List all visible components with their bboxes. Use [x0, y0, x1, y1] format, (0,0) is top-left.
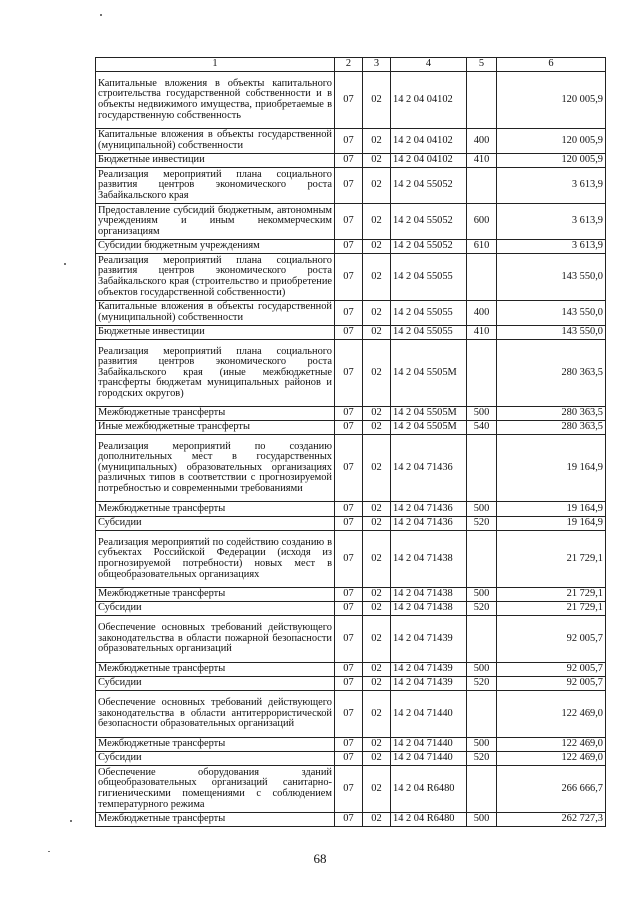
- row-name: Межбюджетные трансферты: [96, 738, 335, 752]
- row-expense-type: 400: [467, 129, 497, 154]
- table-row: [96, 766, 606, 813]
- row-name: Субсидии: [96, 517, 335, 531]
- scan-speck: [70, 820, 72, 822]
- row-section: 07: [335, 435, 363, 502]
- table-row: [96, 588, 606, 602]
- row-name: Реализация мероприятий по содействию созданию в субъектах Российской Федерации (исходя из прогнозируемой потребности) новых мест в общеобразовательных организациях: [96, 531, 335, 588]
- row-expense-type: 500: [467, 588, 497, 602]
- row-amount: 92 005,7: [497, 663, 606, 677]
- row-name: Обеспечение оборудования зданий общеобразовательных организаций санитарно-гигиеническими помещениями с соблюдением температурного режима: [96, 766, 335, 813]
- row-subsection: 02: [363, 691, 391, 738]
- row-name: Субсидии: [96, 677, 335, 691]
- row-target-code: 14 2 04 71439: [391, 616, 467, 663]
- row-name: Реализация мероприятий плана социального развития центров экономического роста Забайкальского края: [96, 168, 335, 204]
- row-amount: 122 469,0: [497, 691, 606, 738]
- row-name: Предоставление субсидий бюджетным, автономным учреждениям и иным некоммерческим организациям: [96, 204, 335, 240]
- row-amount: 280 363,5: [497, 421, 606, 435]
- row-amount: 143 550,0: [497, 326, 606, 340]
- row-section: 07: [335, 677, 363, 691]
- row-subsection: 02: [363, 663, 391, 677]
- row-name: Межбюджетные трансферты: [96, 663, 335, 677]
- scan-speck: [64, 263, 66, 265]
- page-number: 68: [313, 851, 327, 866]
- table-row: [96, 240, 606, 254]
- row-amount: 266 666,7: [497, 766, 606, 813]
- table-row: [96, 677, 606, 691]
- row-name: Реализация мероприятий плана социального развития центров экономического роста Забайкальского края (иные межбюджетные трансферты бюджетам муниципальных районов и городских округов): [96, 340, 335, 407]
- row-amount: 122 469,0: [497, 752, 606, 766]
- row-target-code: 14 2 04 5505М: [391, 421, 467, 435]
- header-col-5: 5: [467, 58, 497, 72]
- row-target-code: 14 2 04 04102: [391, 129, 467, 154]
- table-row: [96, 435, 606, 502]
- row-amount: 19 164,9: [497, 502, 606, 517]
- row-expense-type: [467, 766, 497, 813]
- row-expense-type: 520: [467, 677, 497, 691]
- row-section: 07: [335, 752, 363, 766]
- row-expense-type: 520: [467, 602, 497, 616]
- row-section: 07: [335, 72, 363, 129]
- row-amount: 21 729,1: [497, 531, 606, 588]
- row-target-code: 14 2 04 R6480: [391, 813, 467, 827]
- scan-speck: [48, 851, 50, 852]
- row-name: Капитальные вложения в объекты государственной (муниципальной) собственности: [96, 129, 335, 154]
- row-subsection: 02: [363, 517, 391, 531]
- table-row: [96, 421, 606, 435]
- row-target-code: 14 2 04 71436: [391, 435, 467, 502]
- row-name: Бюджетные инвестиции: [96, 154, 335, 168]
- row-target-code: 14 2 04 55052: [391, 168, 467, 204]
- table-row: [96, 301, 606, 326]
- row-expense-type: [467, 691, 497, 738]
- row-amount: 122 469,0: [497, 738, 606, 752]
- row-expense-type: 600: [467, 204, 497, 240]
- row-target-code: 14 2 04 5505М: [391, 340, 467, 407]
- row-section: 07: [335, 588, 363, 602]
- table-row: [96, 129, 606, 154]
- row-expense-type: 500: [467, 407, 497, 421]
- row-subsection: 02: [363, 168, 391, 204]
- table-row: [96, 340, 606, 407]
- row-target-code: 14 2 04 55055: [391, 254, 467, 301]
- row-name: Субсидии бюджетным учреждениям: [96, 240, 335, 254]
- table-row: [96, 517, 606, 531]
- row-amount: 120 005,9: [497, 72, 606, 129]
- row-expense-type: 500: [467, 738, 497, 752]
- row-section: 07: [335, 663, 363, 677]
- table-row: [96, 168, 606, 204]
- table-row: [96, 738, 606, 752]
- row-subsection: 02: [363, 435, 391, 502]
- row-target-code: 14 2 04 71438: [391, 588, 467, 602]
- row-name: Иные межбюджетные трансферты: [96, 421, 335, 435]
- row-name: Реализация мероприятий плана социального развития центров экономического роста Забайкальского края (строительство и приобретение объектов государственной собственности): [96, 254, 335, 301]
- budget-table: [95, 57, 606, 827]
- table-row: [96, 616, 606, 663]
- row-target-code: 14 2 04 71436: [391, 517, 467, 531]
- header-col-6: 6: [497, 58, 606, 72]
- scan-speck: [100, 14, 102, 16]
- row-amount: 143 550,0: [497, 254, 606, 301]
- row-name: Реализация мероприятий по созданию дополнительных мест в государственных (муниципальных) образовательных организациях различных типов в соответствии с прогнозируемой потребностью и современными требованиями: [96, 435, 335, 502]
- row-expense-type: [467, 616, 497, 663]
- row-amount: 92 005,7: [497, 616, 606, 663]
- row-target-code: 14 2 04 71436: [391, 502, 467, 517]
- row-target-code: 14 2 04 71438: [391, 602, 467, 616]
- header-col-2: 2: [335, 58, 363, 72]
- table-row: [96, 602, 606, 616]
- row-subsection: 02: [363, 531, 391, 588]
- row-section: 07: [335, 154, 363, 168]
- row-amount: 19 164,9: [497, 435, 606, 502]
- row-expense-type: 610: [467, 240, 497, 254]
- row-amount: 280 363,5: [497, 407, 606, 421]
- table-row: [96, 407, 606, 421]
- header-row: [96, 58, 606, 72]
- row-subsection: 02: [363, 204, 391, 240]
- row-section: 07: [335, 813, 363, 827]
- row-subsection: 02: [363, 240, 391, 254]
- row-expense-type: [467, 168, 497, 204]
- row-subsection: 02: [363, 738, 391, 752]
- row-amount: 143 550,0: [497, 301, 606, 326]
- row-section: 07: [335, 129, 363, 154]
- row-expense-type: 540: [467, 421, 497, 435]
- row-section: 07: [335, 204, 363, 240]
- row-amount: 19 164,9: [497, 517, 606, 531]
- row-subsection: 02: [363, 813, 391, 827]
- row-expense-type: 500: [467, 813, 497, 827]
- row-name: Межбюджетные трансферты: [96, 813, 335, 827]
- row-amount: 120 005,9: [497, 129, 606, 154]
- table-row: [96, 254, 606, 301]
- row-subsection: 02: [363, 616, 391, 663]
- row-target-code: 14 2 04 71440: [391, 752, 467, 766]
- row-subsection: 02: [363, 326, 391, 340]
- row-target-code: 14 2 04 55055: [391, 301, 467, 326]
- row-amount: 3 613,9: [497, 204, 606, 240]
- table-row: [96, 531, 606, 588]
- row-amount: 3 613,9: [497, 168, 606, 204]
- row-section: 07: [335, 421, 363, 435]
- row-subsection: 02: [363, 602, 391, 616]
- row-subsection: 02: [363, 677, 391, 691]
- row-expense-type: 500: [467, 663, 497, 677]
- row-subsection: 02: [363, 254, 391, 301]
- row-subsection: 02: [363, 129, 391, 154]
- row-target-code: 14 2 04 04102: [391, 154, 467, 168]
- row-expense-type: [467, 254, 497, 301]
- row-target-code: 14 2 04 R6480: [391, 766, 467, 813]
- row-target-code: 14 2 04 5505М: [391, 407, 467, 421]
- row-section: 07: [335, 502, 363, 517]
- table-body: [96, 72, 606, 827]
- table-row: [96, 691, 606, 738]
- row-section: 07: [335, 616, 363, 663]
- row-name: Капитальные вложения в объекты капитального строительства государственной собственности и в объекты недвижимого имущества, приобретаемые в государственную собственность: [96, 72, 335, 129]
- row-section: 07: [335, 240, 363, 254]
- row-target-code: 14 2 04 55055: [391, 326, 467, 340]
- row-name: Капитальные вложения в объекты государственной (муниципальной) собственности: [96, 301, 335, 326]
- row-target-code: 14 2 04 04102: [391, 72, 467, 129]
- row-subsection: 02: [363, 752, 391, 766]
- row-subsection: 02: [363, 588, 391, 602]
- row-name: Субсидии: [96, 752, 335, 766]
- row-subsection: 02: [363, 72, 391, 129]
- row-target-code: 14 2 04 55052: [391, 204, 467, 240]
- row-expense-type: 400: [467, 301, 497, 326]
- row-section: 07: [335, 766, 363, 813]
- row-name: Межбюджетные трансферты: [96, 502, 335, 517]
- row-section: 07: [335, 168, 363, 204]
- row-section: 07: [335, 738, 363, 752]
- row-section: 07: [335, 254, 363, 301]
- row-expense-type: [467, 435, 497, 502]
- row-section: 07: [335, 691, 363, 738]
- row-section: 07: [335, 517, 363, 531]
- row-subsection: 02: [363, 766, 391, 813]
- row-target-code: 14 2 04 71439: [391, 677, 467, 691]
- row-name: Межбюджетные трансферты: [96, 588, 335, 602]
- row-expense-type: 410: [467, 154, 497, 168]
- row-section: 07: [335, 531, 363, 588]
- row-target-code: 14 2 04 71440: [391, 691, 467, 738]
- row-amount: 21 729,1: [497, 588, 606, 602]
- row-section: 07: [335, 301, 363, 326]
- row-expense-type: 410: [467, 326, 497, 340]
- row-section: 07: [335, 407, 363, 421]
- row-name: Межбюджетные трансферты: [96, 407, 335, 421]
- row-name: Обеспечение основных требований действующего законодательства в области антитеррористической безопасности образовательных организаций: [96, 691, 335, 738]
- row-amount: 21 729,1: [497, 602, 606, 616]
- row-expense-type: 520: [467, 517, 497, 531]
- row-expense-type: 500: [467, 502, 497, 517]
- row-amount: 92 005,7: [497, 677, 606, 691]
- row-amount: 120 005,9: [497, 154, 606, 168]
- row-name: Бюджетные инвестиции: [96, 326, 335, 340]
- row-name: Обеспечение основных требований действующего законодательства в области пожарной безопасности образовательных организаций: [96, 616, 335, 663]
- row-section: 07: [335, 326, 363, 340]
- header-col-3: 3: [363, 58, 391, 72]
- row-expense-type: [467, 340, 497, 407]
- header-col-1: 1: [96, 58, 335, 72]
- table-row: [96, 154, 606, 168]
- row-subsection: 02: [363, 154, 391, 168]
- table-row: [96, 663, 606, 677]
- row-target-code: 14 2 04 55052: [391, 240, 467, 254]
- row-amount: 280 363,5: [497, 340, 606, 407]
- row-section: 07: [335, 602, 363, 616]
- row-subsection: 02: [363, 407, 391, 421]
- table-row: [96, 502, 606, 517]
- row-name: Субсидии: [96, 602, 335, 616]
- table-row: [96, 752, 606, 766]
- row-target-code: 14 2 04 71439: [391, 663, 467, 677]
- table-row: [96, 326, 606, 340]
- row-target-code: 14 2 04 71440: [391, 738, 467, 752]
- row-amount: 262 727,3: [497, 813, 606, 827]
- row-target-code: 14 2 04 71438: [391, 531, 467, 588]
- header-col-4: 4: [391, 58, 467, 72]
- row-section: 07: [335, 340, 363, 407]
- row-subsection: 02: [363, 340, 391, 407]
- row-subsection: 02: [363, 301, 391, 326]
- row-expense-type: [467, 72, 497, 129]
- row-expense-type: [467, 531, 497, 588]
- row-expense-type: 520: [467, 752, 497, 766]
- table-row: [96, 813, 606, 827]
- table-row: [96, 204, 606, 240]
- table-row: [96, 72, 606, 129]
- row-subsection: 02: [363, 502, 391, 517]
- row-subsection: 02: [363, 421, 391, 435]
- row-amount: 3 613,9: [497, 240, 606, 254]
